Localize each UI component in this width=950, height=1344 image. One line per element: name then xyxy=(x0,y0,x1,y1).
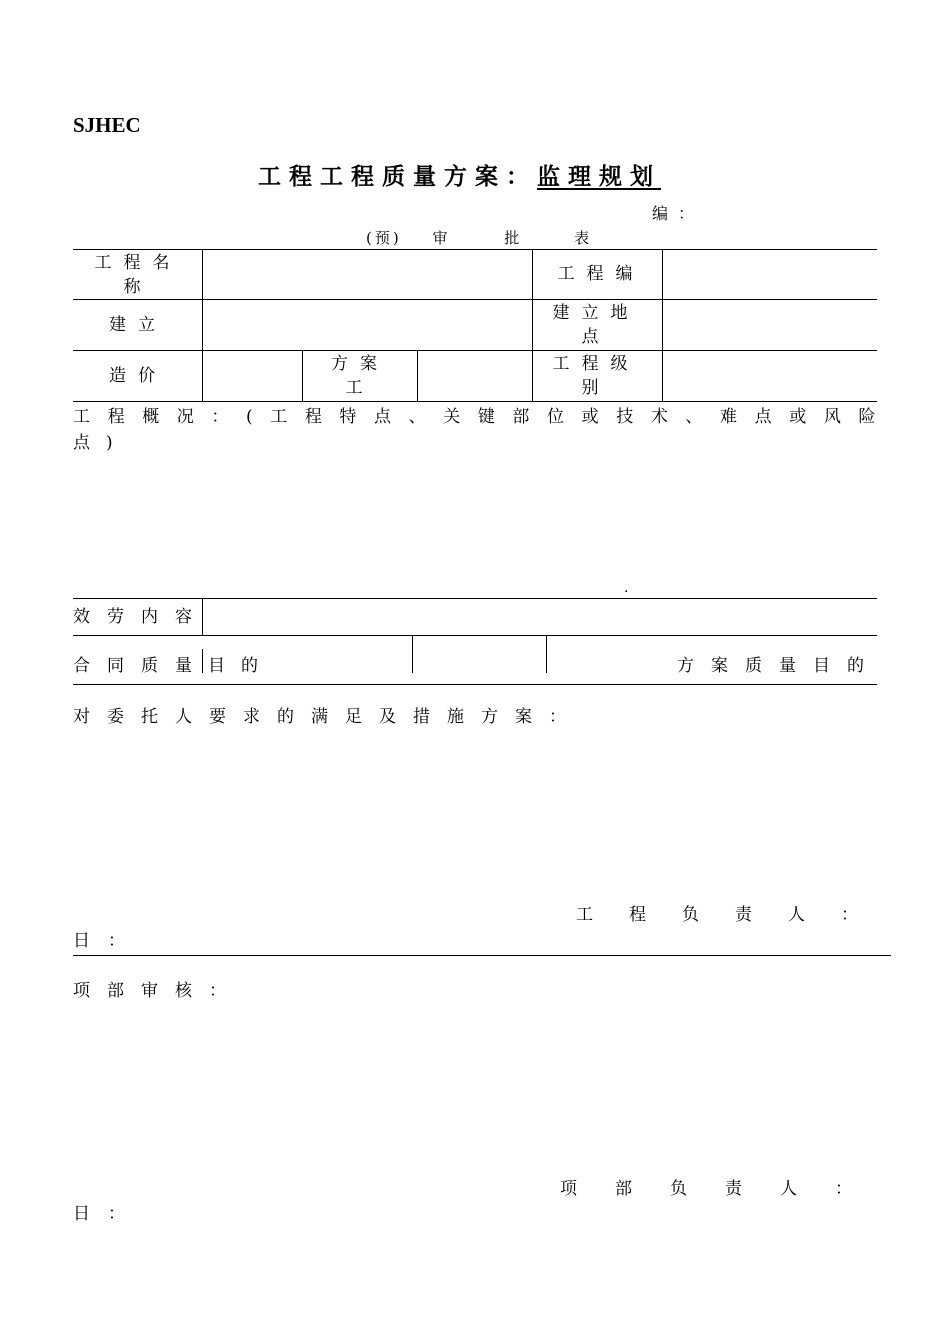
dept-review-label: 项部审核： xyxy=(73,981,243,1001)
approval-subtitle xyxy=(366,227,589,248)
overview-line-1: 工程概况：(工程特点、关键部位或技术、难点或风险 xyxy=(73,407,894,427)
company-brand: SJHEC xyxy=(73,113,141,137)
title-underlined: 监理规划 xyxy=(537,164,661,190)
service-content-label: 效劳内容 xyxy=(73,607,209,627)
overview-line-2: 点) xyxy=(73,433,129,453)
table-row-divider xyxy=(73,299,877,300)
table-top-border xyxy=(73,249,877,250)
plan-quality-label: 方案质量目的 xyxy=(677,656,881,676)
plan-label: 方案工 xyxy=(331,354,389,398)
project-lead-date: 日： xyxy=(73,931,143,951)
approval-a: 审 xyxy=(432,229,448,247)
service-row-divider xyxy=(73,635,877,636)
dept-lead-label: 项部负责人： xyxy=(560,1179,890,1199)
approval-b: 批 xyxy=(504,229,520,247)
table-col-divider xyxy=(417,350,418,401)
table-col-divider xyxy=(532,249,533,401)
approval-c: 表 xyxy=(574,229,590,247)
client-requirement-label: 对委托人要求的满足及措施方案： xyxy=(73,707,583,727)
approval-pre: (预) xyxy=(366,229,402,247)
grade-label: 工程级别 xyxy=(552,354,640,398)
location-label: 建立地点 xyxy=(552,303,640,347)
build-label: 建立 xyxy=(109,315,167,335)
title-main: 工程工程质量方案： xyxy=(258,164,537,190)
service-bottom-border xyxy=(73,684,877,685)
contract-quality-label: 合同质量 xyxy=(73,656,209,676)
project-name-label: 工程名称 xyxy=(94,253,182,297)
table-col-divider xyxy=(662,249,663,401)
service-top-border xyxy=(73,598,877,599)
cost-label: 造价 xyxy=(109,366,167,386)
dept-review-date: 日： xyxy=(73,1204,143,1224)
edition-label: 编： xyxy=(652,204,705,223)
table-col-divider xyxy=(302,350,303,401)
goal-label: 目的 xyxy=(208,656,274,676)
project-no-label: 工程编 xyxy=(557,264,645,284)
overview-dot: . xyxy=(624,580,629,596)
table-col-divider xyxy=(202,249,203,401)
project-lead-label: 工程负责人： xyxy=(576,905,894,925)
section-divider xyxy=(73,955,891,956)
page-title xyxy=(258,158,661,191)
service-col-divider xyxy=(546,635,547,673)
table-row-divider xyxy=(73,350,877,351)
service-col-divider xyxy=(412,635,413,673)
